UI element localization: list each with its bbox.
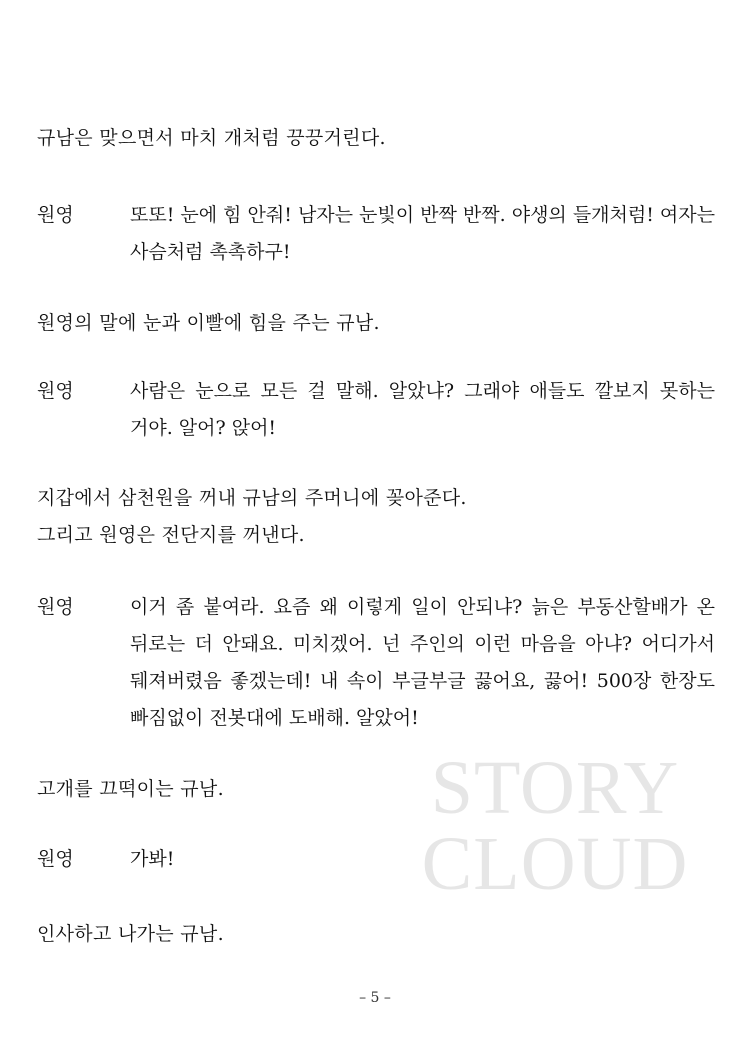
speaker-name: 원영 <box>37 848 74 870</box>
action-line: 고개를 끄떡이는 규남. <box>37 778 224 800</box>
action-line: 지갑에서 삼천원을 꺼내 규남의 주머니에 꽂아준다. <box>37 487 467 509</box>
action-line: 그리고 원영은 전단지를 꺼낸다. <box>37 524 305 546</box>
action-line: 인사하고 나가는 규남. <box>37 923 224 945</box>
action-line: 원영의 말에 눈과 이빨에 힘을 주는 규남. <box>37 312 380 334</box>
dialogue-text: 가봐! <box>130 848 175 870</box>
dialogue-text: 또또! 눈에 힘 안줘! 남자는 눈빛이 반짝 반짝. 야생의 들개처럼! 여자는 사슴처럼 촉촉하구! <box>130 204 715 263</box>
page-number: – 5 – <box>359 990 391 1006</box>
watermark-line-1: STORY <box>430 746 680 830</box>
speaker-name: 원영 <box>37 204 74 226</box>
speaker-name: 원영 <box>37 380 74 402</box>
watermark-line-2: CLOUD <box>421 822 689 906</box>
dialogue-text: 사람은 눈으로 모든 걸 말해. 알았냐? 그래야 애들도 깔보지 못하는 거야. 알어? 앉어! <box>130 380 715 439</box>
speaker-name: 원영 <box>37 596 74 618</box>
action-line: 규남은 맞으면서 마치 개처럼 끙끙거린다. <box>37 127 386 149</box>
dialogue-text: 이거 좀 붙여라. 요즘 왜 이렇게 일이 안되냐? 늙은 부동산할배가 온 뒤로는 더 안돼요. 미치겠어. 넌 주인의 이런 마음을 아냐? 어디가서 뒈져버렸음 좋겠는데! 내 속이 부글부글 끓어요, 끓어! 500장 한장도 빠짐없이 전봇대에 도배해. 알았어! <box>130 596 715 729</box>
